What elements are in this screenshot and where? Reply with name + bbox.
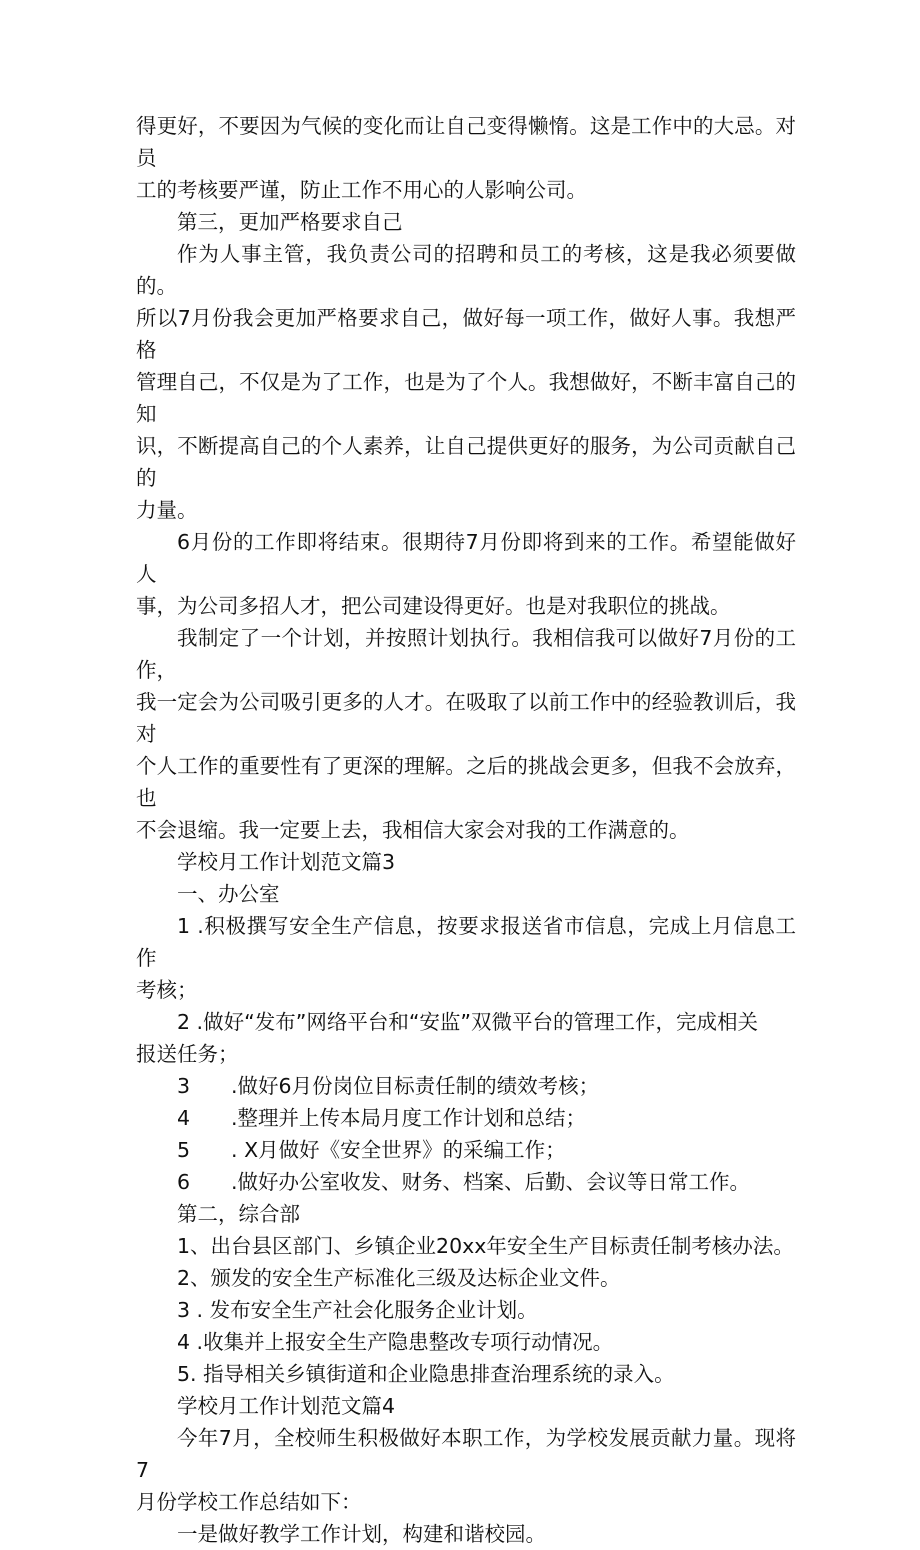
paragraph	[136, 622, 796, 846]
document-body	[136, 110, 796, 1550]
text-line: 事，为公司多招人才，把公司建设得更好。也是对我职位的挑战。	[136, 594, 731, 618]
heading-third-section: 第三，更加严格要求自己	[177, 210, 403, 234]
heading-office: 一、办公室	[177, 882, 280, 906]
list-item: 3 .做好6月份岗位目标责任制的绩效考核；	[177, 1074, 600, 1098]
list-item: 4 .收集并上报安全生产隐患整改专项行动情况。	[177, 1330, 614, 1354]
text-line: 管理自己，不仅是为了工作，也是为了个人。我想做好，不断丰富自己的知	[136, 370, 796, 426]
list-item: 5 . X月做好《安全世界》的采编工作；	[177, 1138, 566, 1162]
text-line: 今年7月，全校师生积极做好本职工作，为学校发展贡献力量。现将7	[136, 1426, 796, 1482]
text-line: 识，不断提高自己的个人素养，让自己提供更好的服务，为公司贡献自己的	[136, 434, 796, 490]
heading-article-3: 学校月工作计划范文篇3	[177, 850, 396, 874]
text-line: 我一定会为公司吸引更多的人才。在吸取了以前工作中的经验教训后，我对	[136, 690, 796, 746]
paragraph-continued	[136, 110, 796, 206]
text-line: 我制定了一个计划，并按照计划执行。我相信我可以做好7月份的工作，	[136, 626, 796, 682]
text-line: 1 .积极撰写安全生产信息，按要求报送省市信息，完成上月信息工作	[136, 914, 796, 970]
text-line: 不会退缩。我一定要上去，我相信大家会对我的工作满意的。	[136, 818, 690, 842]
list-item: 5. 指导相关乡镇街道和企业隐患排查治理系统的录入。	[177, 1362, 675, 1386]
text-line: 2 .做好“发布”网络平台和“安监”双微平台的管理工作，完成相关	[177, 1010, 759, 1034]
text-line: 考核；	[136, 978, 198, 1002]
list-item	[136, 910, 796, 1006]
list-item	[136, 1006, 796, 1070]
text-line: 作为人事主管，我负责公司的招聘和员工的考核，这是我必须要做的。	[136, 242, 796, 298]
paragraph	[136, 526, 796, 622]
text-line: 月份学校工作总结如下：	[136, 1490, 362, 1514]
list-item: 4 .整理并上传本局月度工作计划和总结；	[177, 1106, 587, 1130]
list-item: 6 .做好办公室收发、财务、档案、后勤、会议等日常工作。	[177, 1170, 751, 1194]
list-item: 2、颁发的安全生产标准化三级及达标企业文件。	[177, 1266, 621, 1290]
heading-article-4: 学校月工作计划范文篇4	[177, 1394, 396, 1418]
text-line: 工的考核要严谨，防止工作不用心的人影响公司。	[136, 178, 587, 202]
text-line: 报送任务；	[136, 1042, 239, 1066]
text-line: 得更好，不要因为气候的变化而让自己变得懒惰。这是工作中的大忌。对员	[136, 114, 796, 170]
list-item: 1、出台县区部门、乡镇企业20xx年安全生产目标责任制考核办法。	[177, 1234, 794, 1258]
paragraph	[136, 1422, 796, 1518]
heading-general-department: 第二，综合部	[177, 1202, 300, 1226]
paragraph-last: 一是做好教学工作计划，构建和谐校园。	[177, 1522, 546, 1546]
list-item: 3 . 发布安全生产社会化服务企业计划。	[177, 1298, 538, 1322]
text-line: 力量。	[136, 498, 198, 522]
paragraph	[136, 238, 796, 526]
text-line: 6月份的工作即将结束。很期待7月份即将到来的工作。希望能做好人	[136, 530, 796, 586]
text-line: 所以7月份我会更加严格要求自己，做好每一项工作，做好人事。我想严格	[136, 306, 796, 362]
text-line: 个人工作的重要性有了更深的理解。之后的挑战会更多，但我不会放弃，也	[136, 754, 796, 810]
